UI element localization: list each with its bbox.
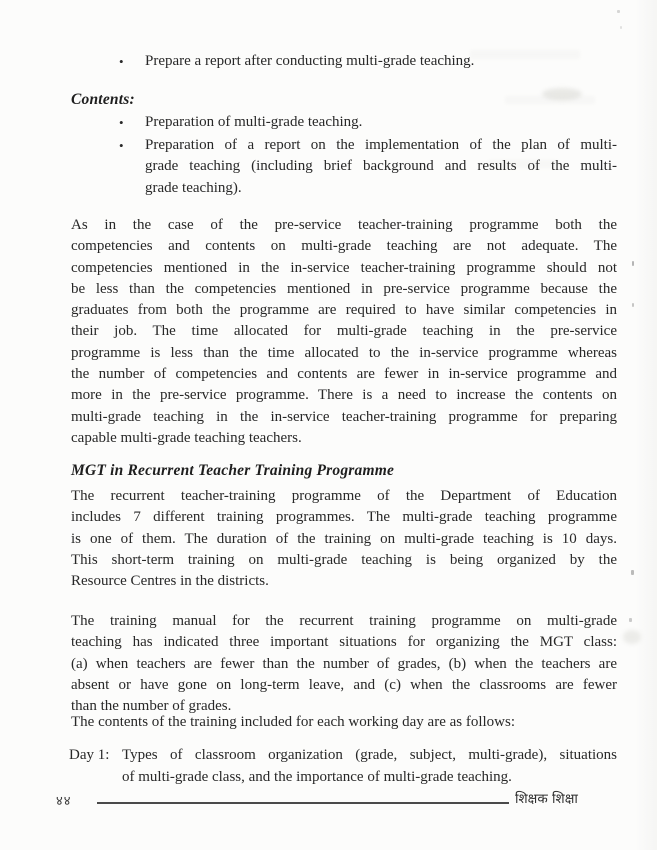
contents-heading: Contents:	[71, 91, 135, 108]
footer-rule	[97, 802, 509, 804]
bleed-through-text	[505, 96, 595, 104]
bleed-through-text	[470, 50, 580, 59]
text-line: absent or have gone on long-term leave, and (c) when the classrooms are fewer	[71, 676, 617, 693]
text-line: The training manual for the recurrent training programme on multi-grade	[71, 613, 617, 629]
text-line: Preparation of multi-grade teaching.	[145, 114, 363, 130]
text-line: Prepare a report after conducting multi-grade teaching.	[145, 53, 475, 69]
text-line: The recurrent teacher-training programme of the Department of Education	[71, 488, 617, 504]
text-line: Resource Centres in the districts.	[71, 573, 269, 590]
bullet-icon: •	[119, 54, 124, 69]
scan-speck	[632, 261, 634, 266]
scan-speck	[631, 570, 634, 575]
text-line: the number of competencies and contents are fewer in in-service programme and	[71, 366, 617, 383]
text-line: As in the case of the pre-service teacher-training programme both the	[71, 217, 617, 233]
text-line: graduates from both the programme are required to have similar competencies in	[71, 302, 617, 319]
text-line: grade teaching (including brief background and results of the multi-	[145, 158, 617, 175]
text-line: Preparation of a report on the implementation of the plan of multi-	[145, 137, 617, 153]
text-line: more in the pre-service programme. There is a need to increase the contents on	[71, 387, 617, 404]
text-line: teaching has indicated three important situations for organizing the MGT class:	[71, 634, 617, 651]
text-line: be less than the competencies mentioned in pre-service programme because the	[71, 280, 617, 297]
paragraph-adequacy	[71, 215, 617, 449]
text-line: includes 7 different training programmes. The multi-grade teaching programme	[71, 509, 617, 526]
text-line: is one of them. The duration of the training on multi-grade teaching is 10 days.	[71, 530, 617, 547]
page-edge-shading	[635, 0, 657, 850]
contents-bullet-1	[119, 112, 617, 133]
contents-intro-line: The contents of the training included for each working day are as follows:	[71, 714, 516, 730]
page-number: ४४	[56, 794, 72, 809]
day-1-text	[122, 745, 617, 788]
scan-speck	[620, 26, 622, 29]
scan-speck	[629, 618, 632, 622]
page-footer	[0, 791, 657, 815]
text-line: competencies mentioned in the in-service teacher-training programme should not	[71, 259, 617, 276]
text-line: This short-term training on multi-grade teaching is being organized by the	[71, 551, 617, 568]
text-line: than the number of grades.	[71, 698, 232, 715]
contents-bullet-1-text	[145, 112, 617, 133]
recurrent-section-heading: MGT in Recurrent Teacher Training Programme	[71, 462, 395, 479]
journal-title: शिक्षक शिक्षा	[515, 791, 578, 807]
text-line: (a) when teachers are fewer than the number of grades, (b) when the teachers are	[71, 655, 617, 672]
text-line: their job. The time allocated for multi-grade teaching in the pre-service	[71, 323, 617, 340]
scan-smudge	[623, 630, 641, 644]
text-line: programme is less than the time allocated to the in-service programme whereas	[71, 344, 617, 361]
scan-speck	[632, 303, 634, 307]
day-1-label: Day 1:	[69, 747, 110, 763]
paragraph-training-manual	[71, 611, 617, 717]
text-line: grade teaching).	[145, 179, 242, 196]
bleed-through-text	[488, 160, 558, 168]
paragraph-recurrent	[71, 486, 617, 592]
bullet-icon: •	[119, 138, 124, 153]
scan-speck	[617, 10, 620, 13]
day-1-entry	[69, 745, 617, 791]
text-line: Types of classroom organization (grade, subject, multi-grade), situations	[122, 747, 617, 763]
bullet-icon: •	[119, 115, 124, 130]
text-line: of multi-grade class, and the importance of multi-grade teaching.	[122, 768, 512, 785]
text-line: multi-grade teaching in the in-service teacher-training programme for preparing	[71, 408, 617, 425]
text-line: competencies and contents on multi-grade teaching are not adequate. The	[71, 238, 617, 255]
text-line: capable multi-grade teaching teachers.	[71, 429, 302, 446]
